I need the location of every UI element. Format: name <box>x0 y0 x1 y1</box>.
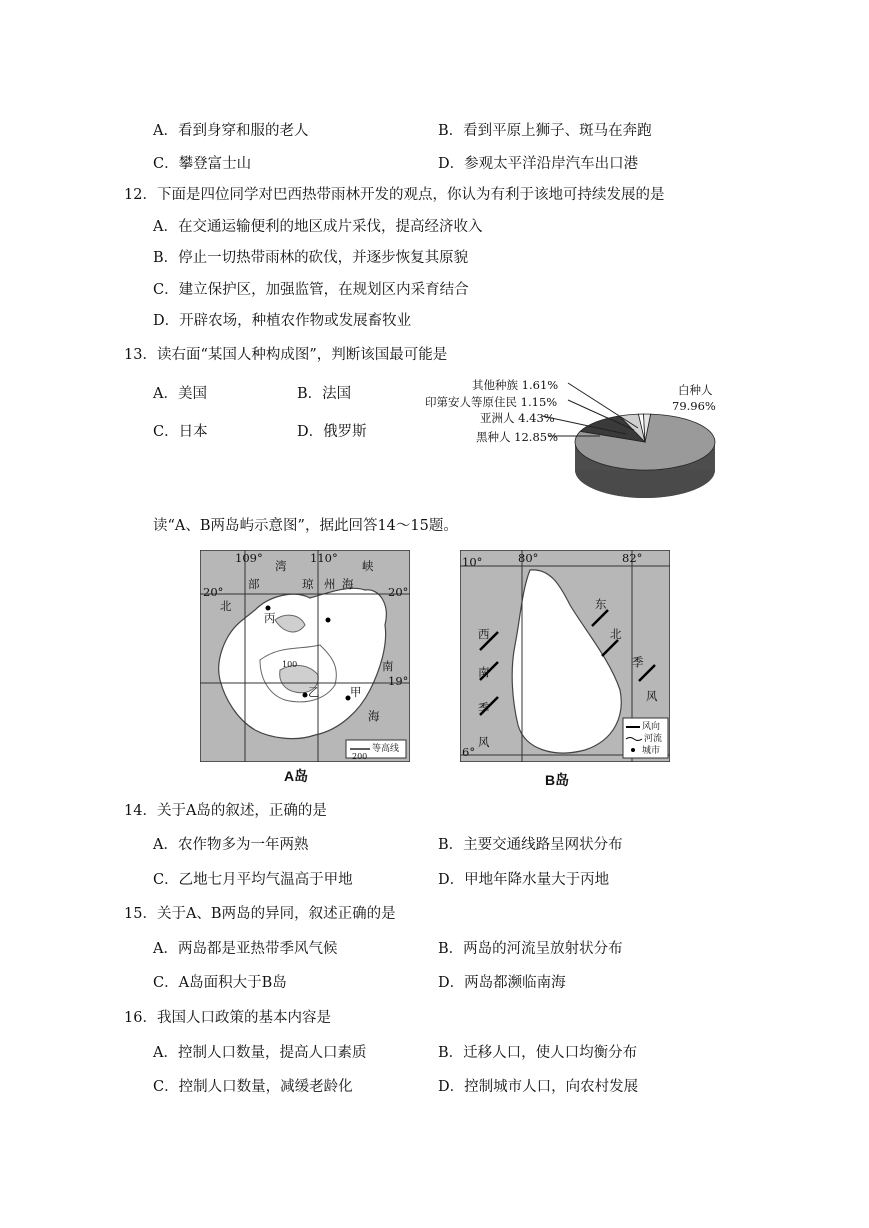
map-b-caption: B岛 <box>545 772 570 788</box>
map-b <box>460 550 670 762</box>
map-b-lon2: 82° <box>622 551 643 565</box>
q12-option-d: D．开辟农场，种植农作物或发展畜牧业 <box>153 313 412 329</box>
q12-option-c: C．建立保护区，加强监管，在规划区内采育结合 <box>153 282 469 298</box>
q15-option-b: B．两岛的河流呈放射状分布 <box>438 941 623 957</box>
q11-option-a: A．看到身穿和服的老人 <box>153 123 309 139</box>
map-a-bing: 丙 <box>264 611 276 625</box>
race-composition-chart <box>420 370 720 500</box>
map-a-jia: 甲 <box>350 685 362 699</box>
map-a-caption: A岛 <box>284 768 309 784</box>
map-b-legend-river: 河流 <box>644 734 663 744</box>
q15-option-d: D．两岛都濒临南海 <box>438 975 566 991</box>
q11-option-b: B．看到平原上狮子、斑马在奔跑 <box>438 123 652 139</box>
map-a-lon2: 110° <box>310 551 338 565</box>
map-b-lat2: 6° <box>462 745 476 759</box>
q13-option-b: B．法国 <box>297 386 352 402</box>
q13-option-a: A．美国 <box>153 386 207 402</box>
q16-option-b: B．迁移人口，使人口均衡分布 <box>438 1045 638 1061</box>
point-bing <box>266 606 271 611</box>
q12-option-b: B．停止一切热带雨林的砍伐，并逐步恢复其原貌 <box>153 250 469 266</box>
q16-stem: 16．我国人口政策的基本内容是 <box>124 1010 331 1026</box>
q14-option-c: C．乙地七月平均气温高于甲地 <box>153 872 353 888</box>
map-b-w3: 季 <box>478 701 490 715</box>
map-b-lon1: 80° <box>518 551 539 565</box>
map-a-legend-200: 200 <box>352 752 368 761</box>
q15-option-c: C．A岛面积大于B岛 <box>153 975 287 991</box>
q12-option-a: A．在交通运输便利的地区成片采伐，提高经济收入 <box>153 219 483 235</box>
map-a-lat2: 19° <box>388 674 409 688</box>
map-b-w1: 西 <box>478 627 490 641</box>
legend-city-dot <box>631 748 635 752</box>
map-a-strait2: 州 <box>324 577 336 591</box>
map-b-e1: 东 <box>595 597 607 611</box>
q16-option-d: D．控制城市人口，向农村发展 <box>438 1079 639 1095</box>
map-b-w2: 南 <box>478 665 490 679</box>
map-a-contour-100: 100 <box>282 660 298 669</box>
q14-option-b: B．主要交通线路呈网状分布 <box>438 837 623 853</box>
q13-option-d: D．俄罗斯 <box>297 424 367 440</box>
label-black: 黑种人 12.85% <box>476 430 559 444</box>
point-ding <box>326 618 331 623</box>
point-yi <box>303 693 308 698</box>
map-a-sea1: 南 <box>382 659 394 673</box>
map-a-strait1: 琼 <box>302 577 314 591</box>
q13-option-c: C．日本 <box>153 424 208 440</box>
q11-option-d: D．参观太平洋沿岸汽车出口港 <box>438 156 639 172</box>
map-a-strait4: 峡 <box>362 559 374 573</box>
maps-intro: 读“A、B两岛屿示意图”，据此回答14～15题。 <box>153 518 458 534</box>
map-a-bay3: 北 <box>220 599 232 613</box>
map-a-bay1: 湾 <box>275 559 287 573</box>
q13-stem: 13．读右面“某国人种构成图”，判断该国最可能是 <box>124 347 448 363</box>
map-a-lat1b: 20° <box>388 585 409 599</box>
label-white-value: 79.96% <box>672 399 716 413</box>
q11-option-c: C．攀登富士山 <box>153 156 252 172</box>
map-a-sea2: 海 <box>368 709 380 723</box>
q14-option-d: D．甲地年降水量大于丙地 <box>438 872 610 888</box>
q15-option-a: A．两岛都是亚热带季风气候 <box>153 941 338 957</box>
map-a-yi: 乙 <box>308 685 320 699</box>
q15-stem: 15．关于A、B两岛的异同，叙述正确的是 <box>124 906 396 922</box>
map-b-legend-wind: 风向 <box>642 722 661 732</box>
map-a-lon1: 109° <box>235 551 263 565</box>
map-a-lat1: 20° <box>203 585 224 599</box>
map-a-bay2: 部 <box>248 577 260 591</box>
label-white: 白种人 <box>678 383 713 397</box>
map-b-lat1: 10° <box>462 555 483 569</box>
q14-stem: 14．关于A岛的叙述，正确的是 <box>124 803 327 819</box>
q16-option-a: A．控制人口数量，提高人口素质 <box>153 1045 367 1061</box>
q14-option-a: A．农作物多为一年两熟 <box>153 837 309 853</box>
q16-option-c: C．控制人口数量，减缓老龄化 <box>153 1079 353 1095</box>
label-other: 其他种族 1.61% <box>472 378 559 392</box>
map-b-e4: 风 <box>646 689 658 703</box>
map-b-w4: 风 <box>478 735 490 749</box>
q12-stem: 12．下面是四位同学对巴西热带雨林开发的观点，你认为有利于该地可持续发展的是 <box>124 187 665 203</box>
label-native: 印第安人等原住民 1.15% <box>425 395 558 409</box>
map-b-legend-city: 城市 <box>642 746 661 756</box>
pie-svg <box>420 370 720 500</box>
map-b-e2: 北 <box>610 627 622 641</box>
map-a-legend: 等高线 <box>372 744 400 754</box>
map-a <box>200 550 410 762</box>
label-asian: 亚洲人 4.43% <box>480 411 555 425</box>
map-b-e3: 季 <box>632 655 644 669</box>
map-a-strait3: 海 <box>342 577 354 591</box>
